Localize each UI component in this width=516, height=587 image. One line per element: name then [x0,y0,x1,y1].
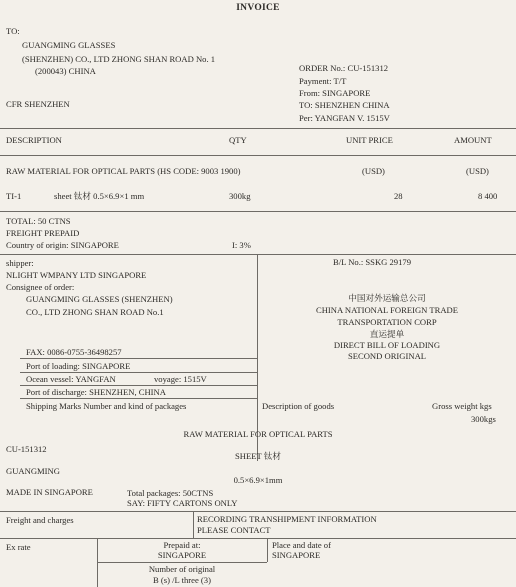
buyer-line-3: (200043) CHINA [35,66,96,76]
transhipment-info: RECORDING TRANSHIPMENT INFORMATION [197,514,377,524]
to-label: TO: [6,26,20,36]
shipper-name: NLIGHT WMPANY LTD SINGAPORE [6,270,147,280]
port-of-loading: Port of loading: SINGAPORE [26,361,131,371]
consignee-label: Consignee of order: [6,282,75,292]
divider [20,385,257,386]
ship-to: TO: SHENZHEN CHINA [299,100,390,110]
shipper-label: shipper: [6,258,34,268]
item-amount: 8 400 [478,191,498,201]
freight-prepaid: FREIGHT PREPAID [6,228,80,238]
order-number: ORDER No.: CU-151312 [299,63,389,73]
divider [97,562,267,563]
gross-weight-header: Gross weight kgs [432,401,492,411]
original-copy: SECOND ORIGINAL [347,351,427,361]
total-packages: Total packages: 50CTNS [127,488,214,498]
transhipment-contact: PLEASE CONTACT [197,525,271,535]
goods-title: RAW MATERIAL FOR OPTICAL PARTS [183,429,333,439]
material-line: RAW MATERIAL FOR OPTICAL PARTS (HS CODE: 9003 1900) [6,166,241,176]
place-date-label: Place and date of [272,540,331,550]
divider [0,155,516,156]
divider [0,211,516,212]
originals-label: Number of original [148,564,216,574]
port-of-discharge: Port of discharge: SHENZHEN, CHINA [26,387,166,397]
consignee-line-2: CO., LTD ZHONG SHAN ROAD No.1 [26,307,164,317]
column-qty: QTY [229,135,247,145]
divider [0,511,516,512]
item-qty: 300kg [229,191,251,201]
shipping-mark-buyer: GUANGMING [6,466,60,476]
gross-weight-value: 300kgs [471,414,496,424]
place-date-value: SINGAPORE [272,550,321,560]
fax-number: FAX: 0086-0755-36498257 [26,347,122,357]
goods-dimensions: 0.5×6.9×1mm [233,475,283,485]
goods-description-header: Description of goods [262,401,335,411]
ship-from: From: SINGAPORE [299,88,371,98]
payment-terms: Payment: T/T [299,76,347,86]
freight-charges-label: Freight and charges [6,515,74,525]
consignee-line-1: GUANGMING GLASSES (SHENZHEN) [26,294,173,304]
divider [0,538,516,539]
document-title: INVOICE [236,3,280,13]
bill-type-cn: 直运提单 [369,329,405,339]
exchange-rate-label: Ex rate [6,542,31,552]
buyer-line-1: GUANGMING GLASSES [22,40,116,50]
vessel-per: Per: YANGFAN V. 1515V [299,113,390,123]
column-amount: AMOUNT [454,135,492,145]
shipping-marks-header: Shipping Marks Number and kind of packages [26,401,187,411]
prepaid-at-label: Prepaid at: [163,540,201,550]
divider [20,372,257,373]
column-unit-price: UNIT PRICE [346,135,393,145]
bill-type: DIRECT BILL OF LOADING [333,340,441,350]
column-description: DESCRIPTION [6,135,62,145]
country-of-origin: Country of origin: SINGAPORE [6,240,119,250]
goods-sheet: SHEET 钛材 [235,451,281,461]
insurance-rate: I: 3% [232,240,251,250]
say-total: SAY: FIFTY CARTONS ONLY [127,498,238,508]
voyage-number: voyage: 1515V [154,374,207,384]
divider [267,538,268,562]
bill-of-lading-number: B/L No.: SSKG 29179 [333,257,411,267]
divider [20,398,257,399]
prepaid-at-place: SINGAPORE [157,550,207,560]
divider [193,511,194,538]
item-description: sheet 钛材 0.5×6.9×1 mm [54,191,145,201]
amount-currency: (USD) [466,166,489,176]
carrier-name-line-2: TRANSPORTATION CORP [337,317,437,327]
unit-price-currency: (USD) [362,166,385,176]
item-unit-price: 28 [394,191,403,201]
shipping-mark-order: CU-151312 [6,444,47,454]
divider [0,254,516,255]
originals-count: B (s) /L three (3) [153,575,211,585]
total-cartons: TOTAL: 50 CTNS [6,216,71,226]
item-code: TI-1 [6,191,22,201]
carrier-name-line-1: CHINA NATIONAL FOREIGN TRADE [315,305,459,315]
ocean-vessel: Ocean vessel: YANGFAN [26,374,116,384]
divider [20,358,257,359]
carrier-name-cn: 中国对外运输总公司 [348,293,426,303]
buyer-line-2: (SHENZHEN) CO., LTD ZHONG SHAN ROAD No. 1 [22,54,216,64]
shipping-mark-origin: MADE IN SINGAPORE [6,487,93,497]
cfr-terms: CFR SHENZHEN [6,99,70,109]
divider [0,128,516,129]
